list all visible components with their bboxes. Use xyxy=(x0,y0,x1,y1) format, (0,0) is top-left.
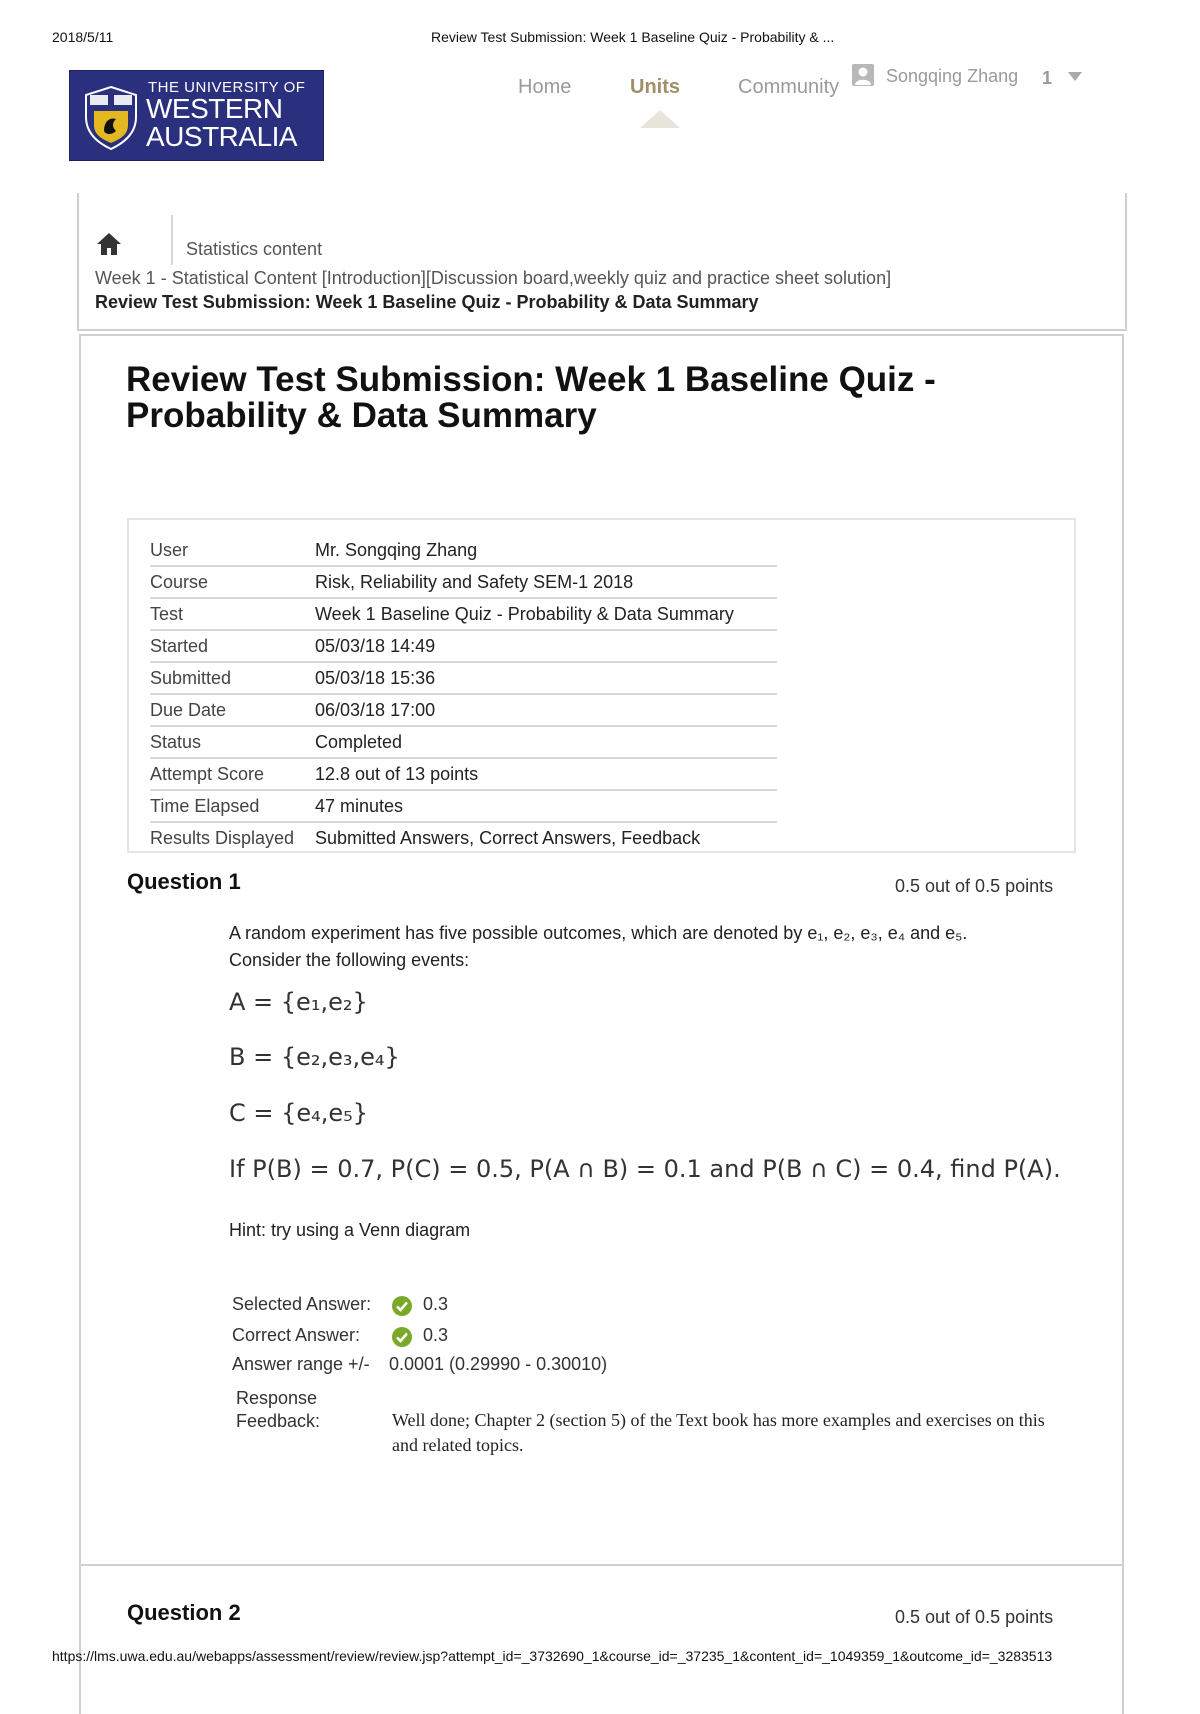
info-key: Attempt Score xyxy=(150,758,315,790)
answer-range-label: Answer range +/- xyxy=(232,1354,370,1374)
response-feedback-text: Well done; Chapter 2 (section 5) of the Text book has more examples and exercises on this and related topics. xyxy=(392,1410,1045,1455)
nav-active-indicator xyxy=(640,110,680,128)
correct-answer-label: Correct Answer: xyxy=(232,1325,361,1345)
logo-line1: THE UNIVERSITY OF xyxy=(148,79,306,96)
info-value: 05/03/18 15:36 xyxy=(315,662,777,694)
info-value: 06/03/18 17:00 xyxy=(315,694,777,726)
info-value: 05/03/18 14:49 xyxy=(315,630,777,662)
info-key: Test xyxy=(150,598,315,630)
info-row xyxy=(150,662,777,694)
question1-title: Question 1 xyxy=(127,869,241,894)
nav-units[interactable]: Units xyxy=(630,76,680,98)
breadcrumb-current: Review Test Submission: Week 1 Baseline Quiz - Probability & Data Summary xyxy=(95,292,759,312)
logo-line3: AUSTRALIA xyxy=(146,121,298,152)
info-row xyxy=(150,694,777,726)
info-row xyxy=(150,758,777,790)
correct-answer-value: 0.3 xyxy=(423,1325,449,1345)
event-c: C = {e₄,e₅} xyxy=(229,1099,369,1127)
info-value: Risk, Reliability and Safety SEM-1 2018 xyxy=(315,566,777,598)
breadcrumb-week1[interactable]: Week 1 - Statistical Content [Introduction][Discussion board,weekly quiz and practice sheet solution] xyxy=(95,268,892,288)
info-value: 47 minutes xyxy=(315,790,777,822)
info-key: Due Date xyxy=(150,694,315,726)
selected-answer-label: Selected Answer: xyxy=(232,1294,372,1314)
info-key: User xyxy=(150,535,315,566)
crest-icon xyxy=(80,81,142,151)
logo-line2: WESTERN xyxy=(146,93,283,124)
info-row xyxy=(150,566,777,598)
print-footer-url: https://lms.uwa.edu.au/webapps/assessment/review/review.jsp?attempt_id=_3732690_1&course_id=_37235_1&content_id=_1049359_1&outcome_id=_3283513 xyxy=(52,1648,1053,1664)
selected-answer-value: 0.3 xyxy=(423,1294,449,1314)
submission-info-table xyxy=(150,535,777,853)
info-key: Submitted xyxy=(150,662,315,694)
event-b: B = {e₂,e₃,e₄} xyxy=(229,1043,400,1071)
info-value: 12.8 out of 13 points xyxy=(315,758,777,790)
info-value: Week 1 Baseline Quiz - Probability & Data Summary xyxy=(315,598,777,630)
given-probabilities: If P(B) = 0.7, P(C) = 0.5, P(A ∩ B) = 0.1 and P(B ∩ C) = 0.4, find P(A). xyxy=(229,1155,1061,1183)
info-row xyxy=(150,790,777,822)
info-row xyxy=(150,726,777,758)
home-icon[interactable] xyxy=(96,232,122,256)
question2-title: Question 2 xyxy=(127,1600,241,1625)
info-value: Completed xyxy=(315,726,777,758)
question1-hint: Hint: try using a Venn diagram xyxy=(229,1220,471,1240)
feedback-label-line1: Response xyxy=(236,1388,318,1408)
chevron-down-icon[interactable] xyxy=(1068,72,1082,81)
question1-text-line2: Consider the following events: xyxy=(229,950,470,970)
question2-points: 0.5 out of 0.5 points xyxy=(895,1607,1054,1627)
breadcrumb-separator xyxy=(171,215,173,265)
info-value: Submitted Answers, Correct Answers, Feedback xyxy=(315,827,701,848)
info-key: Started xyxy=(150,630,315,662)
question1-text-line1: A random experiment has five possible outcomes, which are denoted by e₁, e₂, e₃, e₄ and e₅. xyxy=(229,923,968,943)
correct-check-icon xyxy=(392,1327,412,1347)
user-avatar-icon[interactable] xyxy=(852,64,874,86)
info-row xyxy=(150,535,777,566)
answer-range-value: 0.0001 (0.29990 - 0.30010) xyxy=(389,1354,608,1374)
feedback-label-line2: Feedback: xyxy=(236,1411,321,1431)
info-key: Time Elapsed xyxy=(150,790,315,822)
page-title: Review Test Submission: Week 1 Baseline Quiz - Probability & Data Summary xyxy=(126,360,936,435)
user-menu-name[interactable]: Songqing Zhang xyxy=(886,66,1019,86)
info-key: Results Displayed xyxy=(150,827,295,848)
correct-check-icon xyxy=(392,1296,412,1316)
uwa-logo[interactable] xyxy=(69,70,324,161)
info-row xyxy=(150,630,777,662)
question-divider xyxy=(79,1564,1124,1566)
nav-home[interactable]: Home xyxy=(518,76,572,98)
info-key: Course xyxy=(150,566,315,598)
info-row xyxy=(150,598,777,630)
question1-points: 0.5 out of 0.5 points xyxy=(895,876,1054,896)
print-date: 2018/5/11 xyxy=(52,29,114,45)
info-row xyxy=(150,822,777,853)
breadcrumb-statistics-content[interactable]: Statistics content xyxy=(186,239,323,259)
event-a: A = {e₁,e₂} xyxy=(229,988,368,1016)
notification-count[interactable]: 1 xyxy=(1042,68,1053,88)
nav-community[interactable]: Community xyxy=(738,76,840,98)
info-value: Mr. Songqing Zhang xyxy=(315,535,777,566)
print-title: Review Test Submission: Week 1 Baseline Quiz - Probability & ... xyxy=(431,29,835,45)
info-key: Status xyxy=(150,726,315,758)
